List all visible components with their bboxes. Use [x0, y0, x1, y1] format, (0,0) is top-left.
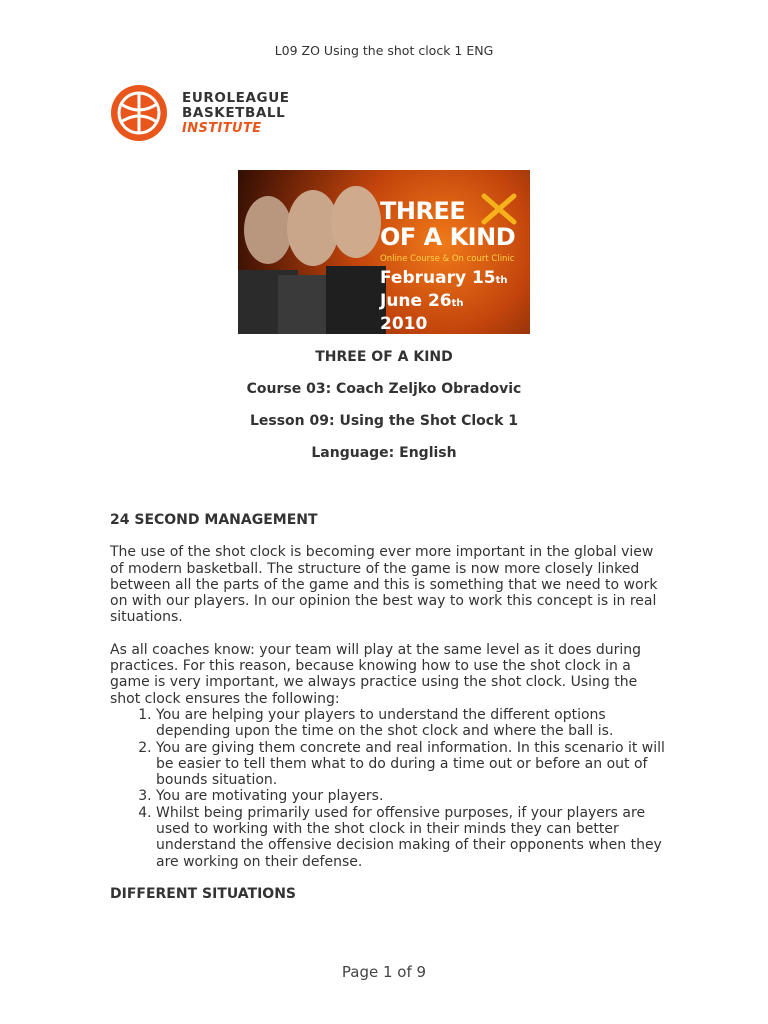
euroleague-logo — [108, 84, 318, 144]
banner-date-1: February 15 — [380, 268, 496, 288]
banner-title-1: THREE — [380, 197, 466, 225]
logo-line-1: EUROLEAGUE — [182, 90, 290, 106]
list-item: 4. Whilst being primarily used for offensive purposes, if your players are used to working with the shot clock in their minds they can better understand the offensive decision making of their opponents when they are working on their defense. — [156, 805, 665, 870]
banner-date-1-suffix: th — [495, 275, 508, 286]
language-label: Language: English — [311, 445, 457, 461]
x-mark-icon — [480, 192, 518, 226]
course-series-title: THREE OF A KIND — [315, 349, 453, 365]
section-heading: DIFFERENT SITUATIONS — [110, 885, 296, 902]
course-name: Course 03: Coach Zeljko Obradovic — [246, 381, 522, 397]
logo-line-2: BASKETBALL — [182, 105, 286, 121]
banner-title-2: OF A KIND — [380, 223, 516, 251]
lesson-name: Lesson 09: Using the Shot Clock 1 — [249, 413, 519, 429]
banner-subtitle: Online Course & On court Clinic — [380, 254, 515, 264]
list-item: 1. You are helping your players to understand the different options depending upon the time on the shot clock and where the ball is. — [156, 707, 665, 740]
banner-date-2-suffix: th — [451, 298, 464, 309]
banner-date-2: June 26 — [380, 291, 452, 311]
document-body — [110, 512, 665, 918]
page-header: L09 ZO Using the shot clock 1 ENG — [274, 43, 494, 58]
section-heading: 24 SECOND MANAGEMENT — [110, 512, 318, 528]
paragraph: As all coaches know: your team will play at the same level as it does during practices. For this reason, because knowing how to use the shot clock in a game is very important, we always practice using the shot clock. Using the shot clock ensures the following: — [110, 641, 642, 707]
paragraph: The use of the shot clock is becoming ever more important in the global view of modern basketball. The structure of the game is now more closely linked between all the parts of the game and this is something that we need to work on with our players. In our opinion the best way to work this concept is in real situations. — [110, 544, 658, 626]
logo-line-3: INSTITUTE — [182, 121, 262, 136]
list-item: 3. You are motivating your players. — [156, 788, 665, 804]
list-item: 2. You are giving them concrete and real information. In this scenario it will be easier to tell them what to do during a time out or before an out of bounds situation. — [156, 740, 665, 789]
numbered-list — [110, 707, 665, 870]
page-number: Page 1 of 9 — [341, 963, 427, 981]
banner-year: 2010 — [380, 314, 428, 334]
course-titles — [0, 349, 768, 477]
basketball-icon — [108, 84, 170, 144]
